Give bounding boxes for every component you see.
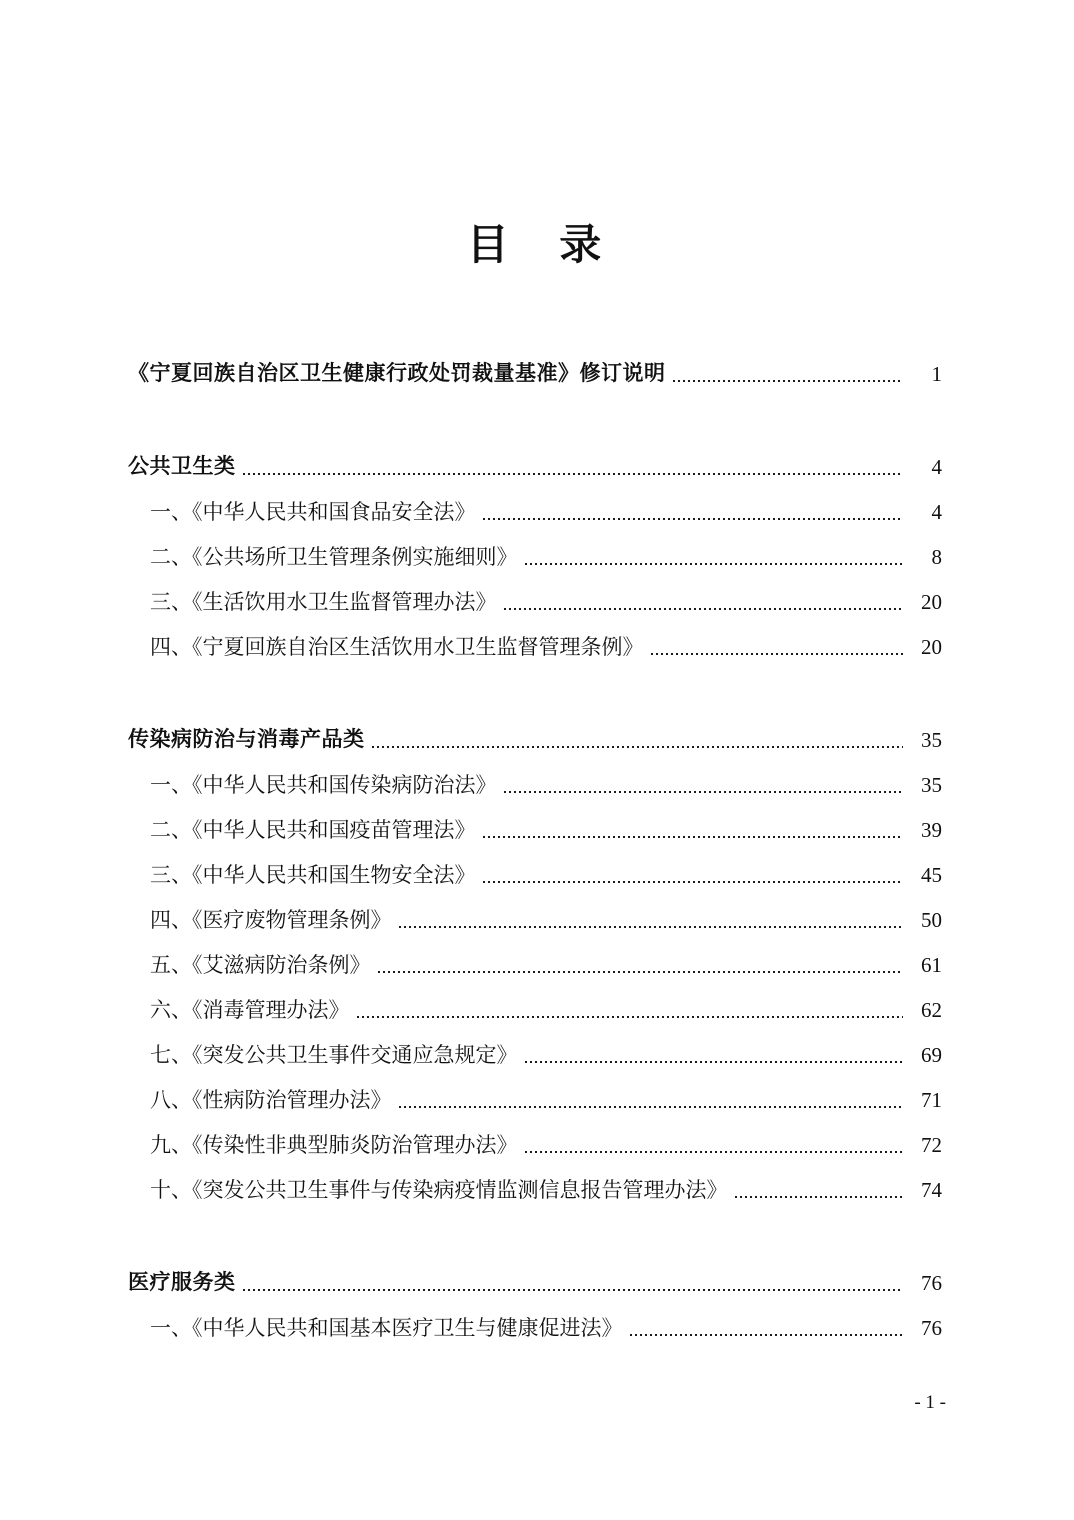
toc-item — [128, 979, 942, 1024]
toc-item — [128, 799, 942, 844]
toc-item-label: 四、《医疗废物管理条例》 — [150, 908, 392, 933]
toc-item — [128, 481, 942, 526]
dot-leader — [673, 380, 904, 382]
toc-item — [128, 1069, 942, 1114]
toc-content — [0, 220, 1074, 1342]
page-title: 目 录 — [466, 223, 604, 269]
dot-leader — [399, 926, 904, 928]
toc-item — [128, 1024, 942, 1069]
toc-item — [128, 571, 942, 616]
toc-item-label: 二、《中华人民共和国疫苗管理法》 — [150, 818, 476, 843]
dot-leader — [483, 836, 904, 838]
toc-item — [128, 754, 942, 799]
toc-item-page: 4 — [931, 500, 942, 525]
toc-section-label: 传染病防治与消毒产品类 — [128, 728, 365, 752]
toc-item-page: 50 — [921, 908, 942, 933]
toc-item-label: 二、《公共场所卫生管理条例实施细则》 — [150, 545, 518, 570]
toc-entry-page: 1 — [931, 362, 942, 387]
toc-item-label: 三、《生活饮用水卫生监督管理办法》 — [150, 590, 497, 615]
toc-item — [128, 526, 942, 571]
toc-item-page: 61 — [921, 953, 942, 978]
dot-leader — [525, 563, 904, 565]
toc-item-label: 八、《性病防治管理办法》 — [150, 1088, 392, 1113]
toc-item-page: 72 — [921, 1133, 942, 1158]
toc-item — [128, 934, 942, 979]
dot-leader — [504, 791, 904, 793]
toc-item-page: 39 — [921, 818, 942, 843]
toc-item-label: 一、《中华人民共和国基本医疗卫生与健康促进法》 — [150, 1316, 623, 1341]
dot-leader — [378, 971, 904, 973]
toc-item-label: 三、《中华人民共和国生物安全法》 — [150, 863, 476, 888]
dot-leader — [357, 1016, 904, 1018]
toc-section-public-health — [128, 436, 942, 481]
toc-section-label: 公共卫生类 — [128, 455, 236, 479]
dot-leader — [735, 1196, 904, 1198]
toc-item-label: 七、《突发公共卫生事件交通应急规定》 — [150, 1043, 518, 1068]
dot-leader — [504, 608, 904, 610]
dot-leader — [372, 746, 904, 748]
toc-item-label: 一、《中华人民共和国食品安全法》 — [150, 500, 476, 525]
page-number-footer: - 1 - — [914, 1392, 946, 1413]
toc-item — [128, 1114, 942, 1159]
toc-section-label: 医疗服务类 — [128, 1271, 236, 1295]
toc-list — [128, 343, 942, 1342]
toc-section-page: 4 — [931, 455, 942, 480]
toc-item-page: 35 — [921, 773, 942, 798]
toc-section-page: 76 — [921, 1271, 942, 1296]
dot-leader — [243, 473, 904, 475]
toc-entry-label: 《宁夏回族自治区卫生健康行政处罚裁量基准》修订说明 — [128, 362, 666, 386]
toc-item-label: 五、《艾滋病防治条例》 — [150, 953, 371, 978]
toc-item-page: 20 — [921, 635, 942, 660]
toc-item — [128, 616, 942, 661]
toc-item — [128, 889, 942, 934]
toc-item-label: 十、《突发公共卫生事件与传染病疫情监测信息报告管理办法》 — [150, 1178, 728, 1203]
dot-leader — [399, 1106, 904, 1108]
toc-item-label: 一、《中华人民共和国传染病防治法》 — [150, 773, 497, 798]
toc-item-page: 69 — [921, 1043, 942, 1068]
dot-leader — [630, 1334, 904, 1336]
toc-item-page: 71 — [921, 1088, 942, 1113]
toc-item — [128, 1159, 942, 1204]
toc-item-page: 74 — [921, 1178, 942, 1203]
dot-leader — [525, 1151, 904, 1153]
toc-item-label: 六、《消毒管理办法》 — [150, 998, 350, 1023]
toc-item — [128, 1297, 942, 1342]
dot-leader — [651, 653, 904, 655]
toc-section-medical-service — [128, 1252, 942, 1297]
dot-leader — [483, 518, 904, 520]
dot-leader — [525, 1061, 904, 1063]
toc-item-label: 九、《传染性非典型肺炎防治管理办法》 — [150, 1133, 518, 1158]
toc-entry-intro — [128, 343, 942, 388]
dot-leader — [483, 881, 904, 883]
toc-item-page: 8 — [931, 545, 942, 570]
toc-section-infectious-disease — [128, 709, 942, 754]
toc-section-page: 35 — [921, 728, 942, 753]
toc-item — [128, 844, 942, 889]
toc-item-page: 45 — [921, 863, 942, 888]
toc-item-label: 四、《宁夏回族自治区生活饮用水卫生监督管理条例》 — [150, 635, 644, 660]
toc-item-page: 20 — [921, 590, 942, 615]
toc-item-page: 62 — [921, 998, 942, 1023]
dot-leader — [243, 1289, 904, 1291]
toc-item-page: 76 — [921, 1316, 942, 1341]
